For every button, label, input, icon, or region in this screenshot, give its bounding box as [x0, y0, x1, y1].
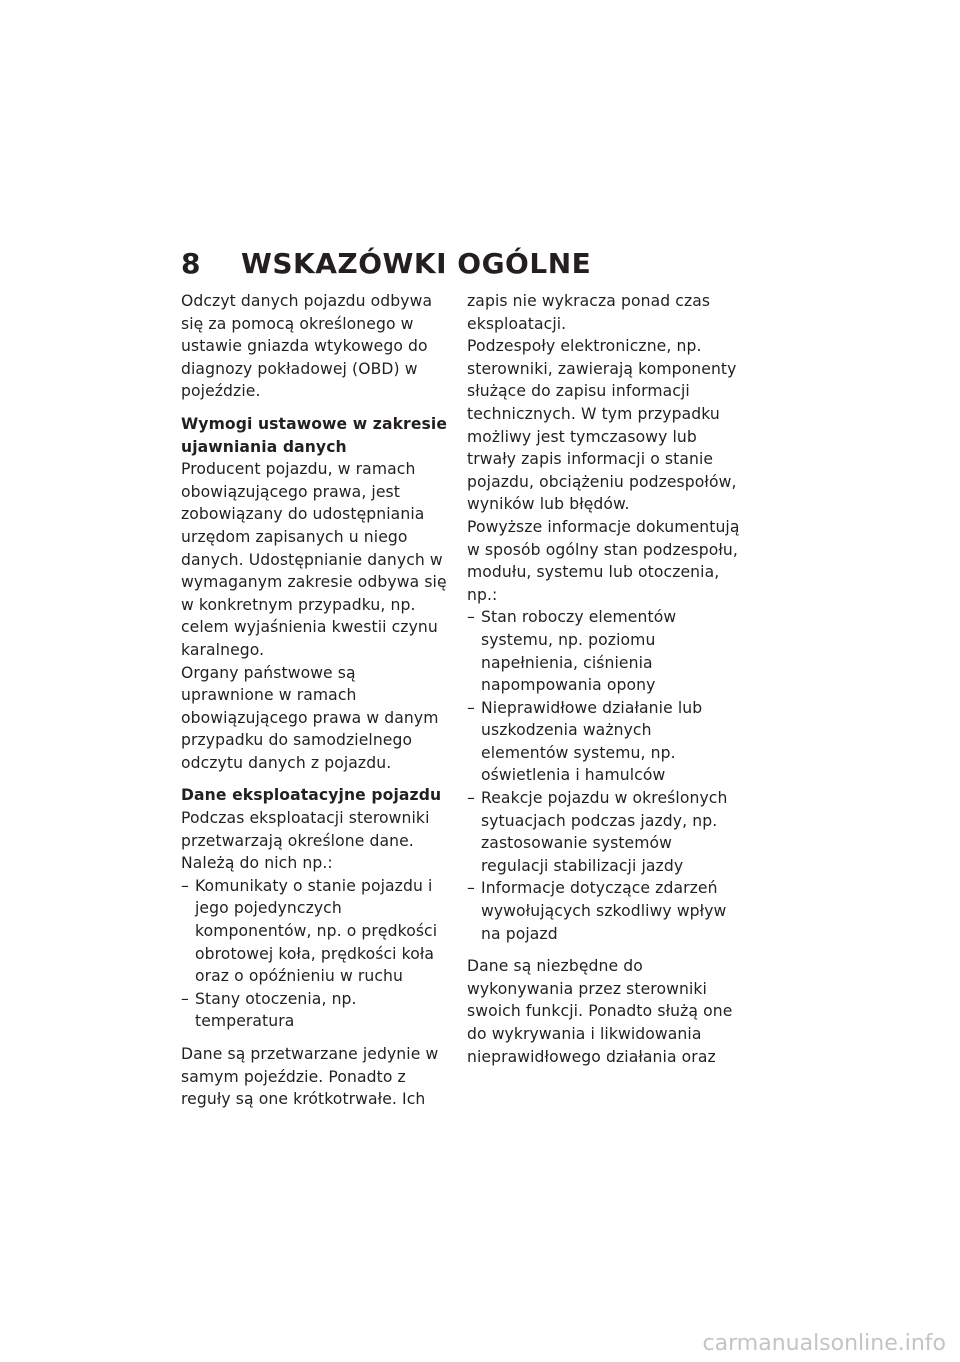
list-item: – Nieprawidłowe działanie lub uszkodzenia ważnych elementów systemu, np. oświetlenia i hamulców	[467, 697, 742, 787]
list-item: – Stan roboczy elementów systemu, np. poziomu napełnienia, ciśnienia napompowania opony	[467, 606, 742, 696]
list-item: – Informacje dotyczące zdarzeń wywołujących szkodliwy wpływ na pojazd	[467, 877, 742, 945]
section-heading-operational-data: Dane eksploatacyjne pojazdu	[181, 786, 442, 805]
paragraph-processed-data: Dane są przetwarzane jedynie w samym pojeździe. Ponadto z reguły są one krótkotrwałe. Ich	[181, 1045, 439, 1109]
page-title	[181, 247, 591, 281]
list-intro: Powyższe informacje dokumentują w sposób ogólny stan podzespołu, modułu, systemu lub otoczenia, np.:	[467, 517, 740, 604]
section-heading-legal: Wymogi ustawowe w zakresie ujawniania danych	[181, 414, 448, 456]
left-column	[181, 290, 453, 1121]
paragraph-components: Podzespoły elektroniczne, np. sterowniki, zawierają komponenty służące do zapisu informacji technicznych. W tym przypadku możliwy jest tymczasowy lub trwały zapis informacji o stanie pojazdu, obciążeniu podzespołów, wyników lub błędów.	[467, 337, 737, 514]
paragraph-necessity: Dane są niezbędne do wykonywania przez sterowniki swoich funkcji. Ponadto służą one do wykrywania i likwidowania nieprawidłowego działania oraz	[467, 957, 733, 1066]
right-column	[467, 290, 742, 1078]
paragraph-processing: Podczas eksploatacji sterowniki przetwarzają określone dane.	[181, 809, 430, 850]
paragraph-authorities: Organy państwowe są uprawnione w ramach obowiązującego prawa w danym przypadku do samodzielnego odczytu danych z pojazdu.	[181, 663, 439, 772]
watermark: carmanualsonline.info	[702, 1331, 946, 1356]
bullet-list-system	[467, 606, 742, 945]
list-item: – Stany otoczenia, np. temperatura	[181, 988, 453, 1033]
chapter-title: WSKAZÓWKI OGÓLNE	[241, 247, 592, 280]
paragraph-manufacturer: Producent pojazdu, w ramach obowiązującego prawa, jest zobowiązany do udostępniania urzędom zapisanych u niego danych. Udostępnianie danych w wymaganym zakresie odbywa się w konkretnym przypadku, np. celem wyjaśnienia kwestii czynu karalnego.	[181, 460, 447, 659]
paragraph-storage-limit: zapis nie wykracza ponad czas eksploatacji.	[467, 292, 711, 333]
list-item: – Komunikaty o stanie pojazdu i jego pojedynczych komponentów, np. o prędkości obrotowej koła, prędkości koła oraz o opóźnieniu w ruchu	[181, 875, 453, 988]
chapter-number: 8	[181, 247, 201, 280]
bullet-list-operational	[181, 875, 453, 1033]
intro-paragraph: Odczyt danych pojazdu odbywa się za pomocą określonego w ustawie gniazda wtykowego do diagnozy pokładowej (OBD) w pojeździe.	[181, 292, 433, 401]
list-item: – Reakcje pojazdu w określonych sytuacjach podczas jazdy, np. zastosowanie systemów regulacji stabilizacji jazdy	[467, 787, 742, 877]
list-intro: Należą do nich np.:	[181, 854, 333, 873]
